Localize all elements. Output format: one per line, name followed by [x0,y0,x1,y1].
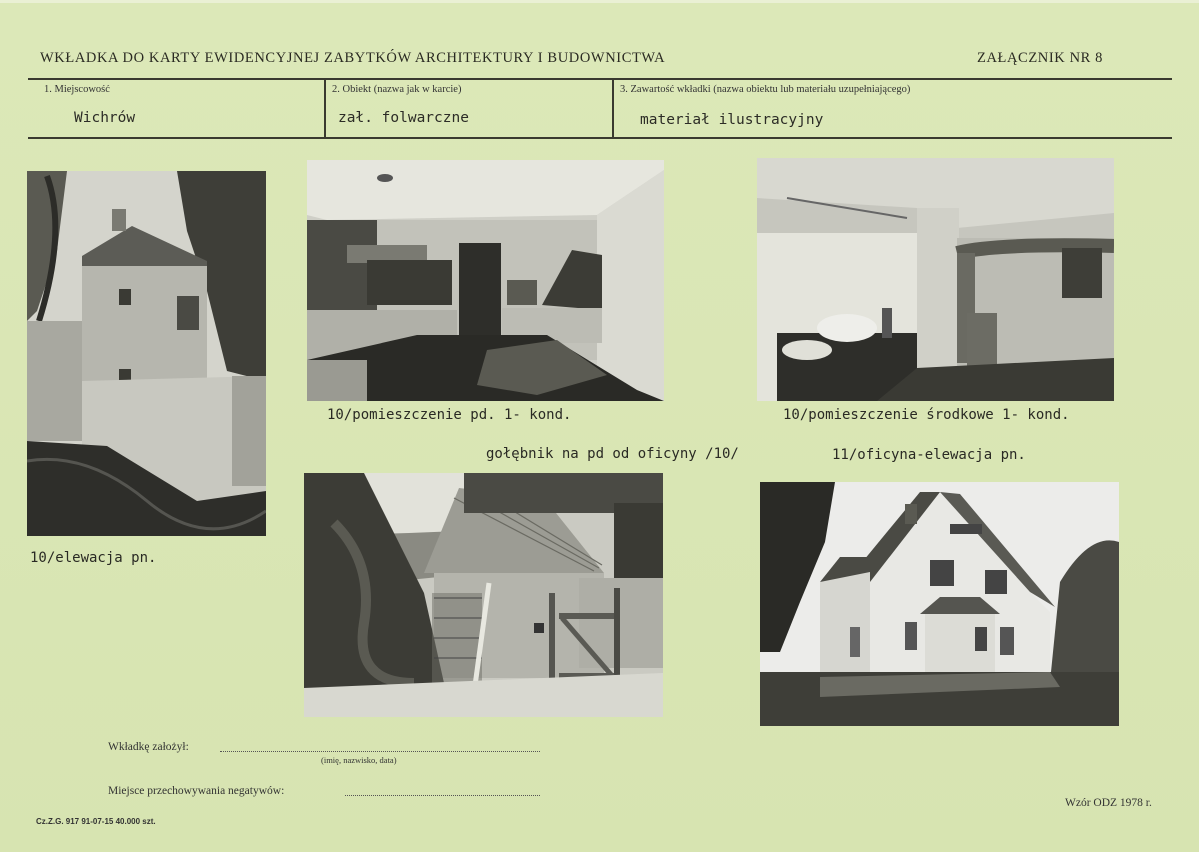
locality-value: Wichrów [74,110,136,126]
template-note: Wzór ODZ 1978 r. [1065,797,1152,809]
photo-south-room [307,160,664,401]
author-sub-label: (imię, nazwisko, data) [321,755,397,765]
field-divider-1 [324,80,326,137]
document-title: WKŁADKA DO KARTY EWIDENCYJNEJ ZABYTKÓW ARCHITEKTURY I BUDOWNICTWA [40,50,666,66]
print-code: Cz.Z.G. 917 91-07-15 40.000 szt. [36,817,156,826]
paper-edge [0,0,1199,3]
caption-photo4: gołębnik na pd od oficyny /10/ [486,446,739,462]
caption-photo3: 10/pomieszczenie środkowe 1- kond. [783,407,1070,423]
contents-value: materiał ilustracyjny [640,112,824,128]
locality-label: 1. Miejscowość [44,84,110,95]
contents-label: 3. Zawartość wkładki (nazwa obiektu lub materiału uzupełniającego) [620,84,911,95]
negatives-field-line[interactable] [345,795,540,796]
author-field-line[interactable] [220,751,540,752]
caption-photo1: 10/elewacja pn. [30,550,157,566]
caption-photo5: 11/oficyna-elewacja pn. [832,447,1026,463]
author-label: Wkładkę założył: [108,741,189,753]
negatives-location-label: Miejsce przechowywania negatywów: [108,785,285,797]
photo-north-elevation [27,171,266,536]
photo-middle-room [757,158,1114,401]
object-value: zał. folwarczne [338,110,469,126]
header-bottom-rule [28,137,1172,139]
field-divider-2 [612,80,614,137]
annex-number: ZAŁĄCZNIK NR 8 [977,50,1103,66]
object-label: 2. Obiekt (nazwa jak w karcie) [332,84,462,95]
photo-dovecote [304,473,663,717]
header-top-rule [28,78,1172,80]
caption-photo2: 10/pomieszczenie pd. 1- kond. [327,407,572,423]
photo-annex-elevation [760,482,1119,726]
